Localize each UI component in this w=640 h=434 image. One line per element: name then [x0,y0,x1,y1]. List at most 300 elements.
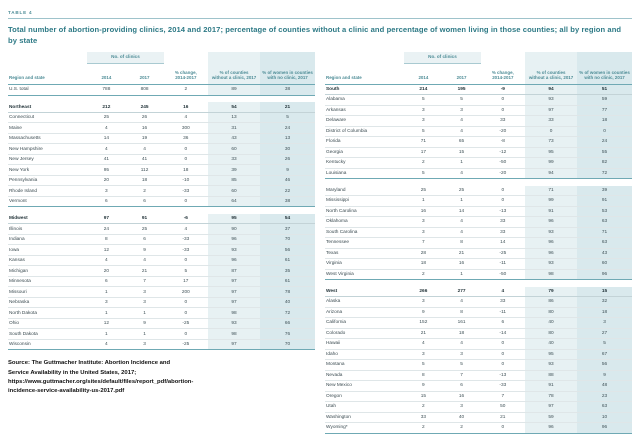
table-row [8,165,315,176]
row-pct-change: 0 [164,196,208,207]
row-clinics-2017: 4 [442,116,480,127]
row-state-name: New York [8,165,87,176]
row-pct-counties-no-clinic: 98 [208,308,260,319]
source-line-4: incidence-service-availability-us-2017.pdf [8,387,125,394]
row-clinics-2014: 2 [404,158,442,169]
row-pct-women-no-clinic: 56 [577,360,632,371]
row-pct-change: 16 [164,102,208,112]
row-clinics-2017: 16 [125,123,163,134]
row-clinics-2017: 2 [125,186,163,197]
header-group-blank-women [260,52,315,64]
table-row [8,123,315,134]
table-row [325,297,632,308]
row-state-name: South Dakota [8,329,87,340]
row-pct-change: -20 [481,126,525,137]
row-pct-counties-no-clinic: 40 [525,318,577,329]
row-state-name: Virginia [325,259,404,270]
row-pct-counties-no-clinic: 93 [525,360,577,371]
row-clinics-2017: 26 [125,112,163,123]
row-clinics-2017: 245 [125,102,163,112]
row-state-name: Kansas [8,255,87,266]
row-clinics-2014: 1 [404,196,442,207]
row-state-name: South Carolina [325,227,404,238]
row-pct-counties-no-clinic: 93 [208,318,260,329]
row-pct-women-no-clinic: 60 [577,259,632,270]
row-state-name: Ohio [8,318,87,329]
row-pct-counties-no-clinic: 97 [525,105,577,116]
row-state-name: North Carolina [325,206,404,217]
row-pct-counties-no-clinic: 54 [208,102,260,112]
row-state-name: Oklahoma [325,217,404,228]
row-pct-counties-no-clinic: 99 [525,196,577,207]
header-group-blank-women [577,52,632,64]
header-pct-counties [208,64,260,84]
source-line-1: Source: The Guttmacher Institute: Abortion Incidence and [8,360,171,367]
row-state-name: Alaska [325,297,404,308]
header-group-blank [325,52,404,64]
row-pct-change: 6 [481,318,525,329]
header-group-no-of-clinics [404,52,480,64]
row-clinics-2017: 6 [442,381,480,392]
row-pct-counties-no-clinic: 98 [208,329,260,340]
row-state-name: Nebraska [8,297,87,308]
table-row [8,245,315,256]
header-group-no-of-clinics-label: No. of clinics [87,52,163,64]
row-clinics-2017: 8 [442,307,480,318]
row-pct-change: 21 [481,412,525,423]
row-clinics-2017: 3 [442,349,480,360]
row-pct-change: 0 [481,186,525,196]
row-pct-women-no-clinic: 37 [260,224,315,235]
row-clinics-2017: 21 [125,266,163,277]
row-pct-women-no-clinic: 39 [577,186,632,196]
row-state-name: Louisiana [325,168,404,179]
row-pct-change: 0 [164,297,208,308]
row-pct-change: -25 [164,339,208,350]
row-pct-change: 33 [481,227,525,238]
table-row [8,318,315,329]
table-row [325,248,632,259]
row-state-name: California [325,318,404,329]
row-pct-women-no-clinic: 18 [577,116,632,127]
row-state-name: Missouri [8,287,87,298]
row-clinics-2014: 5 [404,168,442,179]
row-clinics-2017: 4 [125,255,163,266]
row-clinics-2014: 5 [404,360,442,371]
table-row [325,412,632,423]
row-clinics-2017: 4 [442,339,480,350]
header-group-blank-counties [525,52,577,64]
header-2017: 2017 [125,64,163,84]
row-clinics-2014: 9 [404,381,442,392]
table-header-right [325,52,632,84]
row-clinics-2014: 3 [87,186,125,197]
row-state-name: Oregon [325,391,404,402]
row-pct-change: 36 [164,133,208,144]
table-row [8,154,315,165]
header-pct-change [164,64,208,84]
table-row [8,276,315,287]
row-pct-women-no-clinic: 22 [260,186,315,197]
row-clinics-2017: 40 [442,412,480,423]
row-state-name: Texas [325,248,404,259]
header-pct-change-line2: 2014-2017 [492,75,514,81]
row-pct-counties-no-clinic: 33 [525,116,577,127]
row-pct-counties-no-clinic: 96 [525,248,577,259]
header-group-blank-change [164,52,208,64]
table-spacer-row [8,207,315,214]
table-row [325,318,632,329]
row-pct-change: -14 [481,328,525,339]
row-clinics-2014: 15 [404,391,442,402]
row-pct-counties-no-clinic: 97 [208,287,260,298]
header-pct-counties-line2: without a clinic, 2017 [211,75,257,81]
table-row [325,168,632,179]
row-pct-women-no-clinic: 35 [260,266,315,277]
row-pct-women-no-clinic: 27 [577,328,632,339]
row-pct-change: 0 [481,105,525,116]
table-row [8,234,315,245]
table-row [325,126,632,137]
row-pct-women-no-clinic: 70 [260,234,315,245]
row-clinics-2014: 2 [404,423,442,434]
row-clinics-2017: 4 [442,126,480,137]
table-row [325,217,632,228]
row-clinics-2017: 18 [125,175,163,186]
table-row [325,287,632,297]
row-clinics-2014: 3 [404,217,442,228]
row-clinics-2017: 1 [125,329,163,340]
header-group-row [8,52,315,64]
row-pct-change: -20 [481,168,525,179]
row-pct-women-no-clinic: 96 [577,423,632,434]
row-pct-change: 0 [481,423,525,434]
table-spacer-row [8,95,315,102]
row-state-name: U.S. total [8,84,87,95]
table-row [8,266,315,277]
row-pct-change: 0 [481,360,525,371]
row-clinics-2017: 3 [125,297,163,308]
row-clinics-2017: 8 [442,238,480,249]
table-row [325,227,632,238]
header-pct-women [260,64,315,84]
row-state-name: Utah [325,402,404,413]
row-clinics-2017: 65 [442,137,480,148]
row-clinics-2014: 3 [87,297,125,308]
table-row [325,349,632,360]
table-row [325,307,632,318]
row-clinics-2017: 1 [442,196,480,207]
row-pct-counties-no-clinic: 93 [525,227,577,238]
row-clinics-2017: 9 [125,245,163,256]
row-pct-counties-no-clinic: 91 [525,206,577,217]
row-clinics-2017: 7 [442,370,480,381]
source-line-2: Service Availability in the United States, 2017; [8,369,137,376]
source-citation [8,359,308,396]
table-number-label: TABLE 4 [8,10,33,15]
left-table-column [8,52,315,434]
row-pct-counties-no-clinic: 93 [525,259,577,270]
row-pct-change: -6 [164,214,208,224]
row-clinics-2017: 6 [125,196,163,207]
row-pct-women-no-clinic: 40 [260,297,315,308]
row-pct-change: 33 [481,297,525,308]
header-pct-change [481,64,525,84]
row-pct-change: -50 [481,158,525,169]
row-pct-counties-no-clinic: 95 [208,214,260,224]
table-row [8,112,315,123]
row-pct-change: 33 [481,217,525,228]
row-clinics-2014: 4 [87,255,125,266]
row-pct-counties-no-clinic: 94 [525,84,577,95]
row-pct-counties-no-clinic: 64 [208,196,260,207]
header-region-and-state: Region and state [325,64,404,84]
row-clinics-2014: 33 [404,412,442,423]
page-title: Total number of abortion-providing clinics, 2014 and 2017; percentage of counties without a clinic and percentage of women living in those counties; all by region and by state [8,25,622,45]
row-pct-women-no-clinic: 55 [577,147,632,158]
header-pct-counties-line2: without a clinic, 2017 [528,75,574,81]
table-spacer-row [325,280,632,287]
row-pct-women-no-clinic: 63 [577,238,632,249]
row-state-name: Kentucky [325,158,404,169]
row-clinics-2017: 808 [125,84,163,95]
row-pct-women-no-clinic: 71 [577,227,632,238]
table-row [325,158,632,169]
row-pct-counties-no-clinic: 85 [208,175,260,186]
row-clinics-2017: 16 [442,391,480,402]
table-row [325,339,632,350]
header-pct-women-line2: with no clinic, 2017 [267,75,308,81]
row-pct-change: -33 [481,381,525,392]
table-row [325,95,632,106]
row-clinics-2014: 21 [404,328,442,339]
row-pct-women-no-clinic: 61 [260,255,315,266]
row-pct-change: -25 [481,248,525,259]
header-pct-counties-line1: % of counties [536,69,566,75]
table-spacer-cell [8,95,315,102]
row-state-name: New Jersey [8,154,87,165]
row-pct-counties-no-clinic: 39 [208,165,260,176]
row-state-name: North Dakota [8,308,87,319]
row-clinics-2014: 12 [87,245,125,256]
header-pct-change-line1: % change, [491,69,514,75]
row-clinics-2017: 5 [442,95,480,106]
row-pct-counties-no-clinic: 95 [525,147,577,158]
table-row [8,133,315,144]
row-pct-change: 7 [481,391,525,402]
header-pct-women [577,64,632,84]
row-pct-women-no-clinic: 18 [577,307,632,318]
row-state-name: Colorado [325,328,404,339]
row-pct-women-no-clinic: 51 [577,84,632,95]
row-pct-counties-no-clinic: 60 [208,186,260,197]
row-pct-women-no-clinic: 59 [577,95,632,106]
row-pct-change: 4 [164,112,208,123]
clinics-table-left [8,52,315,350]
row-pct-women-no-clinic: 9 [577,370,632,381]
row-state-name: Pennsylvania [8,175,87,186]
row-clinics-2017: 25 [125,224,163,235]
header-group-blank [8,52,87,64]
row-pct-women-no-clinic: 53 [577,206,632,217]
row-state-name: New Hampshire [8,144,87,155]
row-state-name: Georgia [325,147,404,158]
row-pct-women-no-clinic: 46 [260,175,315,186]
row-state-name: Maine [8,123,87,134]
row-state-name: Montana [325,360,404,371]
row-clinics-2017: 4 [442,168,480,179]
row-pct-women-no-clinic: 10 [577,412,632,423]
table-row [325,105,632,116]
row-pct-counties-no-clinic: 60 [208,144,260,155]
row-clinics-2014: 3 [404,349,442,360]
table-row [8,214,315,224]
row-pct-change: 0 [164,329,208,340]
row-clinics-2014: 212 [87,102,125,112]
row-pct-women-no-clinic: 63 [577,217,632,228]
row-clinics-2017: 9 [125,318,163,329]
row-pct-counties-no-clinic: 96 [525,217,577,228]
row-clinics-2017: 18 [442,328,480,339]
row-pct-counties-no-clinic: 93 [208,245,260,256]
row-pct-change: -33 [164,186,208,197]
row-pct-change: -11 [481,259,525,270]
row-clinics-2017: 112 [125,165,163,176]
row-pct-women-no-clinic: 96 [577,269,632,280]
row-pct-counties-no-clinic: 94 [525,168,577,179]
header-2017: 2017 [442,64,480,84]
table-row [325,360,632,371]
row-pct-women-no-clinic: 91 [577,196,632,207]
row-pct-change: -25 [164,318,208,329]
row-clinics-2014: 20 [87,175,125,186]
row-pct-counties-no-clinic: 97 [208,339,260,350]
row-clinics-2017: 14 [442,206,480,217]
row-state-name: Massachusetts [8,133,87,144]
row-clinics-2014: 25 [404,186,442,196]
title-divider [8,18,632,19]
row-clinics-2017: 1 [442,269,480,280]
row-pct-counties-no-clinic: 96 [208,255,260,266]
row-pct-change: 18 [164,165,208,176]
row-clinics-2014: 28 [404,248,442,259]
row-clinics-2014: 266 [404,287,442,297]
row-pct-counties-no-clinic: 78 [525,391,577,402]
row-clinics-2017: 6 [125,234,163,245]
row-pct-counties-no-clinic: 99 [525,158,577,169]
row-pct-change: 0 [481,95,525,106]
row-clinics-2014: 5 [404,126,442,137]
row-pct-counties-no-clinic: 97 [208,297,260,308]
row-clinics-2014: 17 [404,147,442,158]
row-pct-counties-no-clinic: 97 [525,402,577,413]
row-state-name: Maryland [325,186,404,196]
header-region-and-state: Region and state [8,64,87,84]
row-clinics-2014: 4 [87,144,125,155]
row-pct-women-no-clinic: 5 [577,339,632,350]
row-clinics-2014: 4 [87,123,125,134]
row-pct-change: 200 [164,287,208,298]
row-pct-women-no-clinic: 76 [260,329,315,340]
row-pct-counties-no-clinic: 59 [525,412,577,423]
header-label-row [8,64,315,84]
row-pct-women-no-clinic: 5 [260,112,315,123]
table-columns [8,52,632,434]
row-pct-women-no-clinic: 13 [260,133,315,144]
row-state-name: Wisconsin [8,339,87,350]
row-pct-counties-no-clinic: 13 [208,112,260,123]
table-row [8,339,315,350]
row-state-name: South [325,84,404,95]
row-clinics-2017: 4 [442,227,480,238]
row-clinics-2017: 91 [125,214,163,224]
table-body-left [8,84,315,350]
row-state-name: Washington [325,412,404,423]
table-spacer-cell [8,207,315,214]
row-state-name: Illinois [8,224,87,235]
row-state-name: West Virginia [325,269,404,280]
row-clinics-2014: 2 [404,402,442,413]
row-clinics-2014: 1 [87,329,125,340]
table-row [325,259,632,270]
header-2014: 2014 [404,64,442,84]
row-state-name: Indiana [8,234,87,245]
row-clinics-2017: 7 [125,276,163,287]
row-clinics-2017: 4 [442,297,480,308]
row-clinics-2014: 3 [404,105,442,116]
row-pct-women-no-clinic: 63 [577,402,632,413]
row-clinics-2017: 1 [125,308,163,319]
row-pct-counties-no-clinic: 96 [525,238,577,249]
row-pct-women-no-clinic: 23 [577,391,632,402]
table-header-left [8,52,315,84]
row-clinics-2017: 19 [125,133,163,144]
row-pct-women-no-clinic: 66 [260,318,315,329]
row-clinics-2014: 95 [87,165,125,176]
row-pct-women-no-clinic: 3 [577,318,632,329]
row-clinics-2017: 3 [442,402,480,413]
header-pct-women-line1: % of women in counties [262,69,313,75]
row-pct-change: 0 [164,154,208,165]
row-pct-women-no-clinic: 26 [260,154,315,165]
row-state-name: Midwest [8,214,87,224]
row-state-name: Hawaii [325,339,404,350]
source-line-3: https://www.guttmacher.org/sites/default/files/report_pdf/abortion- [8,378,194,385]
row-clinics-2014: 8 [404,370,442,381]
row-clinics-2014: 4 [404,339,442,350]
row-pct-change: 0 [164,255,208,266]
right-table-column [325,52,632,434]
row-state-name: Arkansas [325,105,404,116]
table-row [325,84,632,95]
row-clinics-2017: 25 [442,186,480,196]
row-pct-change: 4 [164,224,208,235]
row-clinics-2014: 6 [87,276,125,287]
row-pct-change: 0 [164,144,208,155]
row-clinics-2014: 7 [404,238,442,249]
row-pct-change: -9 [481,84,525,95]
row-pct-women-no-clinic: 21 [260,102,315,112]
row-state-name: Tennessee [325,238,404,249]
row-pct-counties-no-clinic: 79 [525,287,577,297]
row-pct-women-no-clinic: 24 [260,123,315,134]
row-clinics-2014: 9 [404,307,442,318]
row-pct-women-no-clinic: 54 [260,214,315,224]
row-pct-counties-no-clinic: 91 [525,381,577,392]
row-pct-women-no-clinic: 9 [260,165,315,176]
row-pct-women-no-clinic: 24 [577,137,632,148]
row-pct-counties-no-clinic: 95 [525,349,577,360]
